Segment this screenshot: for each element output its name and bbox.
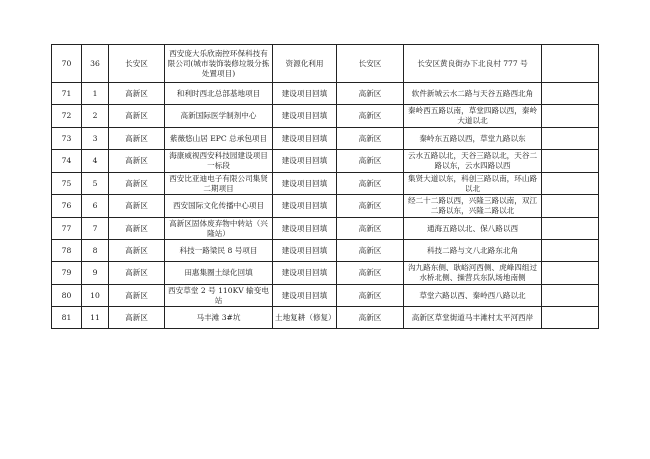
serial-number-cell: 72 (52, 105, 82, 128)
remark-cell (542, 173, 599, 195)
location-cell: 集贤大道以东，科创三路以南，环山路以北 (404, 173, 542, 195)
remark-cell (542, 262, 599, 285)
sub-number-cell: 5 (82, 173, 109, 195)
table-row (52, 218, 599, 240)
project-name-cell: 田惠集圈土绿化回填 (165, 262, 273, 285)
disposal-type-cell: 建设项目回填 (273, 173, 337, 195)
table-row (52, 195, 599, 218)
remark-cell (542, 105, 599, 128)
district-cell: 高新区 (109, 307, 165, 329)
disposal-type-cell: 建设项目回填 (273, 195, 337, 218)
disposal-type-cell: 土地复耕（修复） (273, 307, 337, 329)
area-cell: 高新区 (337, 173, 404, 195)
project-name-cell: 西安草堂 2 号 110KV 输变电站 (165, 285, 273, 307)
area-cell: 高新区 (337, 150, 404, 173)
district-cell: 高新区 (109, 173, 165, 195)
location-cell: 经二十二路以西，兴隆三路以南，双江二路以东，兴隆二路以北 (404, 195, 542, 218)
table-row (52, 45, 599, 83)
remark-cell (542, 195, 599, 218)
area-cell: 高新区 (337, 83, 404, 105)
project-name-cell: 和利时西北总部基地项目 (165, 83, 273, 105)
district-cell: 高新区 (109, 128, 165, 150)
location-cell: 科技二路与文八北路东北角 (404, 240, 542, 262)
district-cell: 高新区 (109, 83, 165, 105)
disposal-type-cell: 建设项目回填 (273, 240, 337, 262)
table-row (52, 128, 599, 150)
table-row (52, 150, 599, 173)
disposal-type-cell: 建设项目回填 (273, 150, 337, 173)
project-name-cell: 西安国际文化传播中心项目 (165, 195, 273, 218)
sub-number-cell: 36 (82, 45, 109, 83)
disposal-type-cell: 资源化利用 (273, 45, 337, 83)
sub-number-cell: 3 (82, 128, 109, 150)
serial-number-cell: 75 (52, 173, 82, 195)
area-cell: 高新区 (337, 218, 404, 240)
location-cell: 秦岭东五路以西，草堂九路以东 (404, 128, 542, 150)
district-cell: 长安区 (109, 45, 165, 83)
project-name-cell: 西安庞大乐欣南控环保科技有限公司(城市装饰装修垃圾分拣处置项目) (165, 45, 273, 83)
serial-number-cell: 81 (52, 307, 82, 329)
disposal-type-cell: 建设项目回填 (273, 285, 337, 307)
serial-number-cell: 76 (52, 195, 82, 218)
serial-number-cell: 77 (52, 218, 82, 240)
sub-number-cell: 6 (82, 195, 109, 218)
location-cell: 草堂六路以西、秦岭西八路以北 (404, 285, 542, 307)
area-cell: 高新区 (337, 262, 404, 285)
sub-number-cell: 9 (82, 262, 109, 285)
table-row (52, 262, 599, 285)
remark-cell (542, 150, 599, 173)
serial-number-cell: 70 (52, 45, 82, 83)
project-name-cell: 海康威视西安科技园建设项目一标段 (165, 150, 273, 173)
area-cell: 高新区 (337, 285, 404, 307)
sub-number-cell: 4 (82, 150, 109, 173)
disposal-type-cell: 建设项目回填 (273, 83, 337, 105)
remark-cell (542, 45, 599, 83)
sub-number-cell: 2 (82, 105, 109, 128)
disposal-type-cell: 建设项目回填 (273, 128, 337, 150)
disposal-type-cell: 建设项目回填 (273, 262, 337, 285)
serial-number-cell: 71 (52, 83, 82, 105)
area-cell: 长安区 (337, 45, 404, 83)
project-name-cell: 高新国际医学制剂中心 (165, 105, 273, 128)
remark-cell (542, 307, 599, 329)
disposal-type-cell: 建设项目回填 (273, 218, 337, 240)
project-name-cell: 西安比亚迪电子有限公司集贤二期项目 (165, 173, 273, 195)
project-name-cell: 高新区固体废弃物中转站（兴隆站） (165, 218, 273, 240)
area-cell: 高新区 (337, 307, 404, 329)
district-cell: 高新区 (109, 240, 165, 262)
location-cell: 通海五路以北、保八路以西 (404, 218, 542, 240)
remark-cell (542, 83, 599, 105)
serial-number-cell: 80 (52, 285, 82, 307)
location-cell: 长安区黄良街办下北良村 777 号 (404, 45, 542, 83)
table-row (52, 240, 599, 262)
district-cell: 高新区 (109, 150, 165, 173)
sub-number-cell: 8 (82, 240, 109, 262)
table-row (52, 105, 599, 128)
area-cell: 高新区 (337, 195, 404, 218)
district-cell: 高新区 (109, 195, 165, 218)
location-cell: 秦岭西五路以南，草堂四路以西，秦岭大道以北 (404, 105, 542, 128)
sub-number-cell: 1 (82, 83, 109, 105)
remark-cell (542, 218, 599, 240)
remark-cell (542, 128, 599, 150)
project-name-cell: 科技一路梁民 8 号项目 (165, 240, 273, 262)
area-cell: 高新区 (337, 128, 404, 150)
table-row (52, 173, 599, 195)
district-cell: 高新区 (109, 218, 165, 240)
area-cell: 高新区 (337, 240, 404, 262)
location-cell: 高新区草堂街道马丰滩村太平河西岸 (404, 307, 542, 329)
location-cell: 沟九路东侧、耿峪河西侧、虎峰四组过水桥北侧、操营兵东队场地南侧 (404, 262, 542, 285)
district-cell: 高新区 (109, 105, 165, 128)
table-row (52, 307, 599, 329)
location-cell: 软件新城云水二路与天谷五路西北角 (404, 83, 542, 105)
table-row (52, 285, 599, 307)
district-cell: 高新区 (109, 262, 165, 285)
project-name-cell: 紫薇悠山居 EPC 总承包项目 (165, 128, 273, 150)
table-row (52, 83, 599, 105)
sub-number-cell: 10 (82, 285, 109, 307)
sub-number-cell: 11 (82, 307, 109, 329)
remark-cell (542, 285, 599, 307)
site-list-table (51, 44, 599, 329)
serial-number-cell: 78 (52, 240, 82, 262)
area-cell: 高新区 (337, 105, 404, 128)
disposal-type-cell: 建设项目回填 (273, 105, 337, 128)
project-name-cell: 马丰滩 3#坑 (165, 307, 273, 329)
serial-number-cell: 79 (52, 262, 82, 285)
location-cell: 云水五路以北，天谷三路以北，天谷二路以东，云水四路以西 (404, 150, 542, 173)
district-cell: 高新区 (109, 285, 165, 307)
sub-number-cell: 7 (82, 218, 109, 240)
remark-cell (542, 240, 599, 262)
serial-number-cell: 73 (52, 128, 82, 150)
serial-number-cell: 74 (52, 150, 82, 173)
